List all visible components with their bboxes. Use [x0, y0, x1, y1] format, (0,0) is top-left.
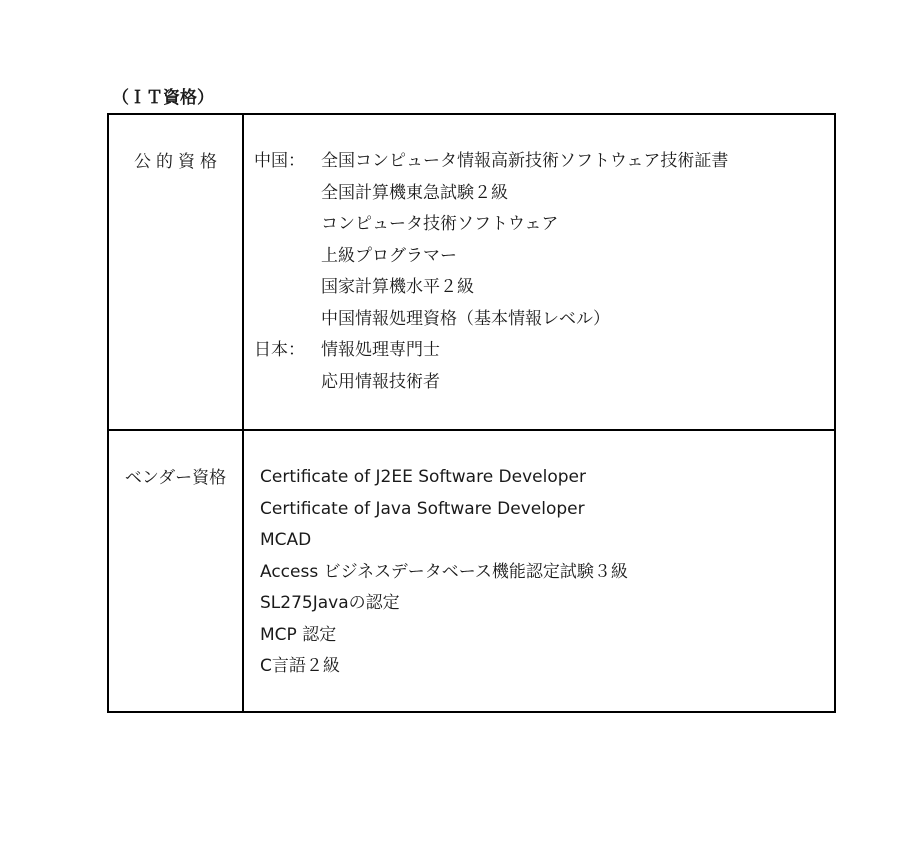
list-item: 応用情報技術者	[321, 371, 440, 392]
list-item: Certificate of J2EE Software Developer	[260, 467, 586, 487]
country-group-japan	[254, 335, 440, 398]
list-item: Certificate of Java Software Developer	[260, 498, 585, 519]
vendor-qualifications-content	[244, 431, 834, 711]
public-qualifications-content	[244, 115, 834, 429]
category-cell	[109, 431, 244, 711]
section-heading: （ＩＴ資格）	[112, 88, 214, 108]
category-cell	[109, 115, 244, 429]
list-item: MCP 認定	[260, 624, 337, 645]
list-item: 中国情報処理資格（基本情報レベル）	[321, 308, 610, 329]
list-item: 全国コンピュータ情報高新技術ソフトウェア技術証書	[321, 151, 729, 171]
category-label-public: 公的資格	[134, 152, 222, 172]
vendor-qualifications-row	[109, 429, 834, 711]
public-qualifications-row	[109, 115, 834, 429]
country-label-japan: 日本：	[254, 340, 305, 360]
country-label-china: 中国：	[254, 151, 305, 171]
list-item: Access ビジネスデータベース機能認定試験３級	[260, 561, 628, 582]
china-qualification-list	[321, 146, 728, 335]
vendor-qualification-list	[260, 462, 628, 683]
list-item: 国家計算機水平２級	[321, 277, 474, 297]
list-item: MCAD	[260, 530, 312, 550]
category-label-vendor: ベンダー資格	[124, 468, 227, 488]
list-item: コンピュータ技術ソフトウェア	[321, 214, 559, 234]
list-item: 情報処理専門士	[321, 340, 440, 360]
country-group-china	[254, 146, 728, 335]
list-item: C言語２級	[260, 656, 340, 676]
list-item: 上級プログラマー	[321, 245, 457, 266]
list-item: 全国計算機東急試験２級	[321, 182, 508, 203]
qualifications-table	[107, 113, 836, 713]
japan-qualification-list	[321, 335, 440, 398]
list-item: SL275Javaの認定	[260, 593, 400, 613]
